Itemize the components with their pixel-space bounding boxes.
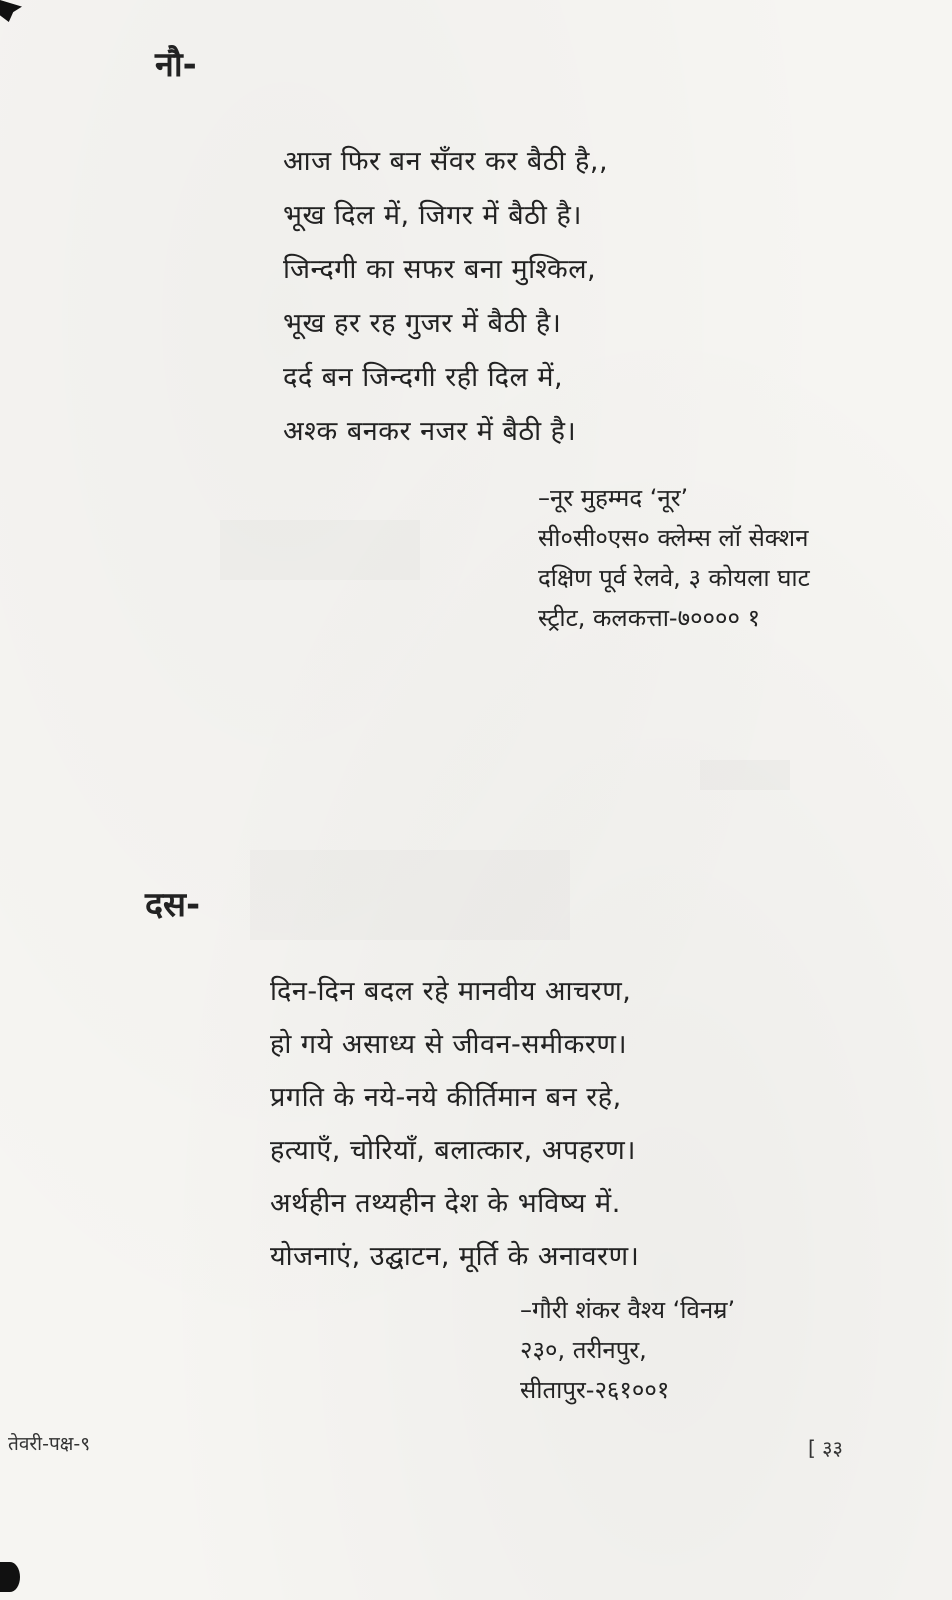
author-address-line: सी०सी०एस० क्लेम्स लॉ सेक्शन — [538, 524, 809, 552]
poem-line: जिन्दगी का सफर बना मुश्किल, — [283, 254, 597, 285]
poem-line: भूख हर रह गुजर में बैठी है। — [283, 308, 562, 339]
footer-page-number: [ ३३ — [808, 1436, 843, 1460]
author-address-line: २३०, तरीनपुर, — [520, 1336, 647, 1364]
ink-blot-top — [0, 0, 22, 22]
poem-line: हत्याएँ, चोरियाँ, बलात्कार, अपहरण। — [270, 1135, 636, 1166]
poem-line: प्रगति के नये-नये कीर्तिमान बन रहे, — [270, 1082, 622, 1113]
attribution-das — [520, 1290, 735, 1410]
bleed-through-smudge — [250, 850, 570, 940]
section-heading-nau: नौ- — [155, 45, 197, 85]
author-name: –नूर मुहम्मद ‘नूर’ — [538, 484, 689, 512]
attribution-nau — [538, 478, 810, 638]
bleed-through-smudge — [220, 520, 420, 580]
section-heading-das: दस- — [145, 885, 201, 925]
poem-line: योजनाएं, उद्घाटन, मूर्ति के अनावरण। — [270, 1241, 640, 1272]
poem-nau — [283, 135, 608, 459]
poem-line: दिन-दिन बदल रहे मानवीय आचरण, — [270, 976, 632, 1007]
ink-blot-bottom — [0, 1562, 20, 1592]
poem-line: भूख दिल में, जिगर में बैठी है। — [283, 200, 583, 231]
author-address-line: सीतापुर-२६१००१ — [520, 1376, 670, 1404]
poem-line: दर्द बन जिन्दगी रही दिल में, — [283, 362, 564, 393]
bleed-through-smudge — [700, 760, 790, 790]
poem-line: आज फिर बन सँवर कर बैठी है,, — [283, 146, 609, 177]
author-address-line: दक्षिण पूर्व रेलवे, ३ कोयला घाट — [538, 564, 810, 592]
poem-line: अश्क बनकर नजर में बैठी है। — [283, 416, 577, 447]
poem-line: हो गये असाध्य से जीवन-समीकरण। — [270, 1029, 628, 1060]
footer-publication-name: तेवरी-पक्ष-९ — [8, 1433, 91, 1455]
author-name: –गौरी शंकर वैश्य ‘विनम्र’ — [520, 1296, 736, 1324]
poem-das — [270, 965, 639, 1283]
poem-line: अर्थहीन तथ्यहीन देश के भविष्य में. — [270, 1188, 621, 1219]
author-address-line: स्ट्रीट, कलकत्ता-७०००० १ — [538, 604, 761, 632]
